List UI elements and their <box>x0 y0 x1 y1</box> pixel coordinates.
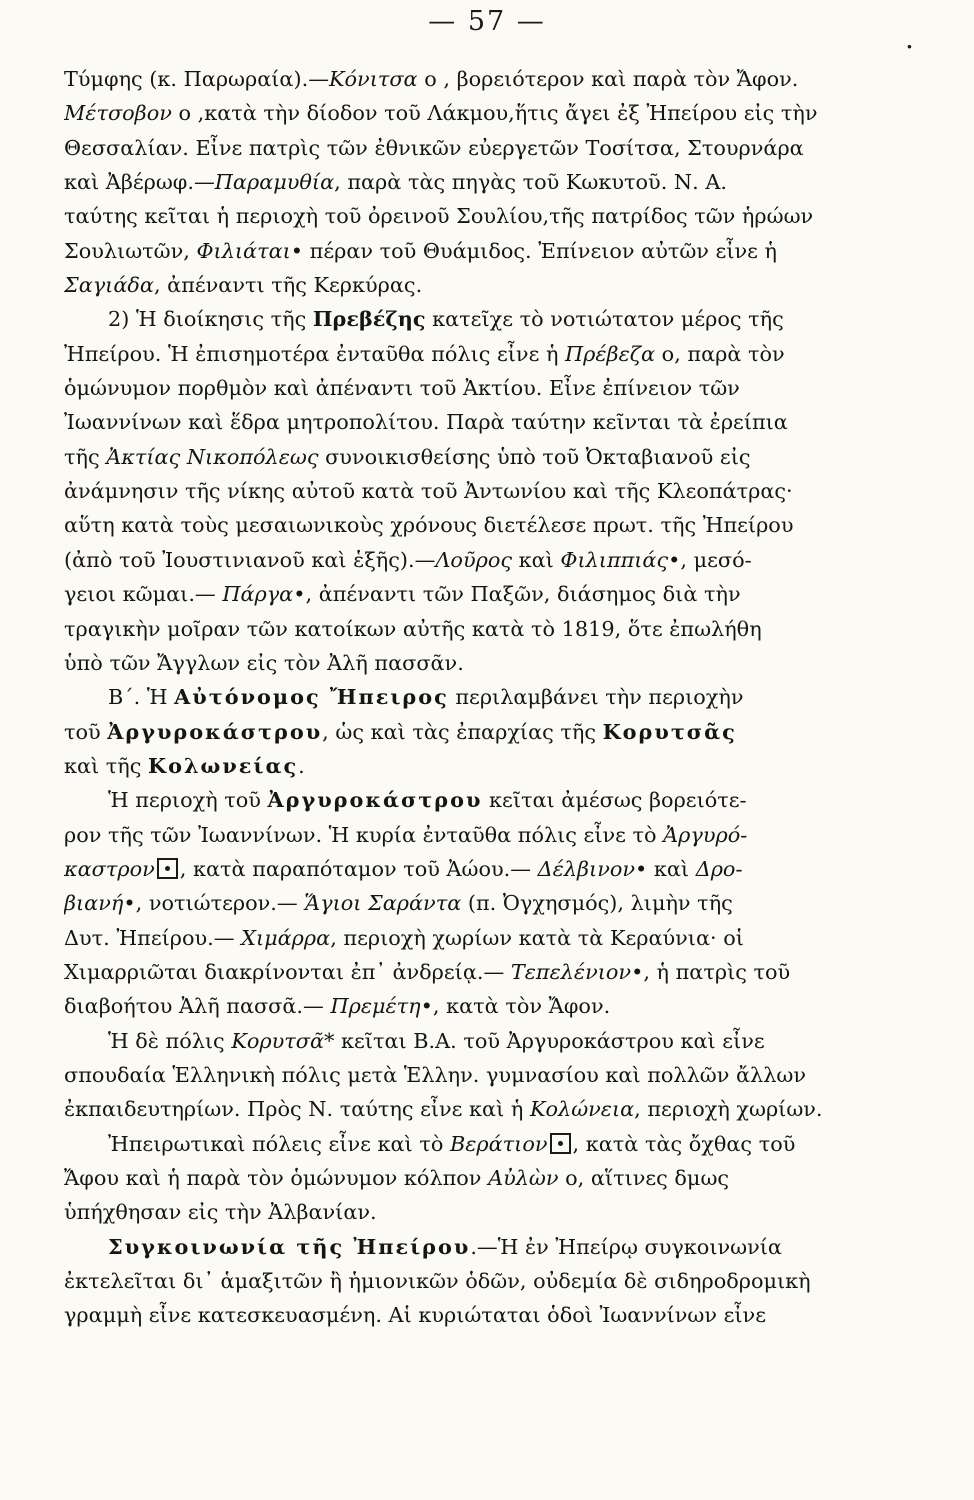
text-segment: •, ἡ πατρὶς τοῦ <box>631 959 791 984</box>
emphasis-text: Κορυτσᾶς <box>602 718 737 744</box>
text-line <box>64 1058 896 1092</box>
text-segment: Ἡ δὲ πόλις <box>108 1028 232 1053</box>
text-segment: ο, αἵτινες δμως <box>558 1166 730 1190</box>
text-segment: περιλαμβάνει τὴν περιοχὴν <box>448 685 744 710</box>
text-segment: διαβοήτου Ἀλῆ πασσᾶ.— <box>64 994 331 1019</box>
place-name: Λοῦρος <box>435 547 512 572</box>
text-segment: καὶ Ἀβέρωφ.— <box>64 170 215 195</box>
text-segment: (π. Ὀγχησμός), λιμὴν τῆς <box>461 891 733 916</box>
text-segment: κεῖται ἀμέσως βορειότε- <box>482 788 747 813</box>
text-line <box>64 1161 896 1195</box>
text-segment: ἐκπαιδευτηρίων. Πρὸς Ν. ταύτης εἶνε καὶ ἡ <box>64 1097 530 1122</box>
text-segment: ὑπήχθησαν εἰς τὴν Ἀλβανίαν. <box>64 1200 377 1225</box>
text-segment: Ἰωαννίνων καὶ ἕδρα μητροπολίτου. Παρὰ ταύτην κεῖνται τὰ ἐρείπια <box>64 410 788 435</box>
text-segment: τοῦ <box>64 719 108 744</box>
text-line <box>64 131 896 165</box>
place-name: Δέλβινον <box>537 856 635 881</box>
text-segment: ρον τῆς τῶν Ἰωαννίνων. Ἡ κυρία ἐνταῦθα πόλις εἶνε τὸ <box>64 822 664 847</box>
text-segment: , κατὰ τὰς ὄχθας τοῦ <box>572 1131 796 1156</box>
place-name: Φιλιάται <box>196 238 291 263</box>
emphasis-text: Πρεβέζης <box>312 306 426 332</box>
text-line <box>64 302 896 336</box>
place-name: Δρο- <box>695 856 743 881</box>
text-segment: •, μεσό- <box>668 547 752 572</box>
text-segment: τραγικὴν μοῖραν τῶν κατοίκων αὐτῆς κατὰ τὸ 1819, ὅτε ἐπωλήθη <box>64 616 762 641</box>
emphasis-text: Ἀργυροκάστρου <box>107 718 323 744</box>
place-name: Ἀργυρό- <box>663 822 748 847</box>
text-segment: γραμμὴ εἶνε κατεσκευασμένη. Αἱ κυριώταται ὁδοὶ Ἰωαννίνων εἶνε <box>64 1303 766 1328</box>
text-line <box>64 440 896 474</box>
text-line <box>64 234 896 268</box>
text-segment: καὶ <box>511 547 561 572</box>
text-line <box>64 337 896 371</box>
place-name: Αὐλὼν <box>488 1166 559 1190</box>
place-name: Παραμυθία <box>214 170 335 195</box>
text-line <box>64 543 896 577</box>
text-segment: •, νοτιώτερον.— <box>123 891 305 916</box>
text-segment: ὁμώνυμον πορθμὸν καὶ ἀπέναντι τοῦ Ἀκτίου. Εἶνε ἐπίνειον τῶν <box>64 376 740 401</box>
text-line <box>64 955 896 989</box>
place-name: Πρεμέτη <box>330 994 421 1019</box>
text-segment: καὶ τῆς <box>64 753 149 778</box>
text-segment: σπουδαία Ἑλληνικὴ πόλις μετὰ Ἑλλην. γυμνασίου καὶ πολλῶν ἄλλων <box>64 1062 806 1087</box>
emphasis-text: Αὐτόνομος Ἤπειρος <box>174 684 449 710</box>
place-name: Κολώνεια <box>529 1097 635 1122</box>
text-line <box>64 165 896 199</box>
text-segment: 2) Ἡ διοίκησις τῆς <box>108 307 313 332</box>
capital-symbol-icon <box>157 858 178 879</box>
margin-mark: . <box>905 22 914 55</box>
text-segment: Ἡ περιοχὴ τοῦ <box>108 788 268 813</box>
place-name: Πρέβεζα <box>565 341 656 366</box>
place-name: Ἅγιοι Σαράντα <box>304 891 462 916</box>
place-name: βιανή <box>64 891 124 916</box>
text-segment: Σουλιωτῶν, <box>64 238 197 263</box>
emphasis-text: Ἀργυροκάστρου <box>267 787 483 813</box>
text-segment: , ἀπέναντι τῆς Κερκύρας. <box>153 273 423 298</box>
place-name: Τεπελένιον <box>510 959 632 984</box>
text-line <box>64 680 896 714</box>
text-segment: ὑπὸ τῶν Ἄγγλων εἰς τὸν Ἀλῆ πασσᾶν. <box>64 650 464 675</box>
text-segment: Ἠπείρου. Ἡ ἐπισημοτέρα ἐνταῦθα πόλις εἶνε ἡ <box>64 341 566 366</box>
text-segment: , περιοχὴ χωρίων κατὰ τὰ Κεραύνια· οἱ <box>330 925 744 950</box>
text-line <box>64 1024 896 1058</box>
text-line <box>64 1195 896 1229</box>
text-segment: , παρὰ τὰς πηγὰς τοῦ Κωκυτοῦ. Ν. Α. <box>334 170 727 195</box>
text-segment: Ἄφου καὶ ἡ παρὰ τὸν ὁμώνυμον κόλπον <box>64 1166 489 1190</box>
text-line <box>64 715 896 749</box>
text-segment: , περιοχὴ χωρίων. <box>634 1097 823 1122</box>
text-line <box>64 1298 896 1332</box>
text-segment: * κεῖται Β.Α. τοῦ Ἀργυροκάστρου καὶ εἶνε <box>324 1028 765 1053</box>
capital-symbol-icon <box>550 1133 571 1154</box>
text-segment: •, ἀπέναντι τῶν Παξῶν, διάσημος διὰ τὴν <box>293 582 741 607</box>
text-segment: (ἀπὸ τοῦ Ἰουστινιανοῦ καὶ ἑξῆς).— <box>64 547 436 572</box>
text-line <box>64 886 896 920</box>
place-name: Φιλιππιάς <box>560 547 669 572</box>
text-segment: • καὶ <box>635 856 696 881</box>
text-line <box>64 405 896 439</box>
place-name: Ἀκτίας Νικοπόλεως <box>106 444 319 469</box>
place-name: Μέτσοβον <box>64 101 172 126</box>
text-line <box>64 989 896 1023</box>
text-line <box>64 1230 896 1264</box>
text-line <box>64 852 896 886</box>
place-name: Κορυτσᾶ <box>231 1028 325 1053</box>
text-segment: ο , βορειότερον καὶ παρὰ τὸν Ἄφον. <box>417 67 799 91</box>
text-segment: Θεσσαλίαν. Εἶνε πατρὶς τῶν ἐθνικῶν εὐεργετῶν Τοσίτσα, Στουρνάρα <box>64 135 804 160</box>
place-name: Χιμάρρα <box>241 925 331 950</box>
text-line <box>64 646 896 680</box>
text-segment: συνοικισθείσης ὑπὸ τοῦ Ὀκταβιανοῦ εἰς <box>318 444 751 469</box>
text-line <box>64 199 896 233</box>
text-segment: . <box>298 753 305 778</box>
text-segment: τῆς <box>64 444 107 469</box>
text-line <box>64 96 896 130</box>
emphasis-text: Συγκοινωνία τῆς Ἠπείρου <box>108 1233 471 1259</box>
place-name: Πάργα <box>222 582 294 607</box>
text-segment: ο, παρὰ τὸν <box>655 341 785 366</box>
text-segment: , ὡς καὶ τὰς ἐπαρχίας τῆς <box>322 719 603 744</box>
text-segment: Δυτ. Ἠπείρου.— <box>64 925 242 950</box>
place-name: καστρον <box>64 856 155 881</box>
text-line <box>64 474 896 508</box>
text-segment: •, κατὰ τὸν Ἄφον. <box>420 994 611 1019</box>
place-name: Βεράτιον <box>449 1131 548 1156</box>
place-name: Κόνιτσα <box>329 67 418 91</box>
text-line <box>64 1092 896 1126</box>
text-line <box>64 577 896 611</box>
text-line <box>64 818 896 852</box>
text-segment: αὕτη κατὰ τοὺς μεσαιωνικοὺς χρόνους διετέλεσε πρωτ. τῆς Ἠπείρου <box>64 513 794 538</box>
text-segment: Β΄. Ἡ <box>108 685 175 710</box>
text-line <box>64 921 896 955</box>
body-text <box>64 62 896 1333</box>
text-segment: Ἠπειρωτικαὶ πόλεις εἶνε καὶ τὸ <box>108 1131 450 1156</box>
emphasis-text: Κολωνείας <box>148 752 299 778</box>
text-line <box>64 1127 896 1161</box>
text-line <box>64 612 896 646</box>
text-segment: ἐκτελεῖται δι᾽ ἁμαξιτῶν ἢ ἡμιονικῶν ὁδῶν, οὐδεμία δὲ σιδηροδρομικὴ <box>64 1269 811 1294</box>
text-segment: ἀνάμνησιν τῆς νίκης αὐτοῦ κατὰ τοῦ Ἀντωνίου καὶ τῆς Κλεοπάτρας· <box>64 479 793 504</box>
text-segment: γειοι κῶμαι.— <box>64 582 223 607</box>
text-line <box>64 749 896 783</box>
text-line <box>64 1264 896 1298</box>
text-line <box>64 783 896 817</box>
text-segment: ο ,κατὰ τὴν δίοδον τοῦ Λάκμου,ἥτις ἄγει ἐξ Ἠπείρου εἰς τὴν <box>171 101 818 126</box>
text-line <box>64 62 896 96</box>
text-line <box>64 508 896 542</box>
text-line <box>64 371 896 405</box>
text-segment: Τύμφης (κ. Παρωραία).— <box>64 67 329 91</box>
text-segment: κατεῖχε τὸ νοτιώτατον μέρος τῆς <box>425 307 784 332</box>
text-segment: .—Ἡ ἐν Ἠπείρῳ συγκοινωνία <box>470 1234 782 1259</box>
text-line <box>64 268 896 302</box>
page-number: — 57 — <box>428 6 546 37</box>
text-segment: , κατὰ παραπόταμον τοῦ Ἀώου.— <box>179 856 538 881</box>
text-segment: ταύτης κεῖται ἡ περιοχὴ τοῦ ὀρεινοῦ Σουλίου,τῆς πατρίδος τῶν ἡρώων <box>64 204 814 229</box>
text-segment: Χιμαρριῶται διακρίνονται ἐπ᾽ ἀνδρείᾳ.— <box>64 959 511 984</box>
text-segment: • πέραν τοῦ Θυάμιδος. Ἐπίνειον αὐτῶν εἶνε ἡ <box>290 238 777 263</box>
place-name: Σαγιάδα <box>64 273 154 298</box>
